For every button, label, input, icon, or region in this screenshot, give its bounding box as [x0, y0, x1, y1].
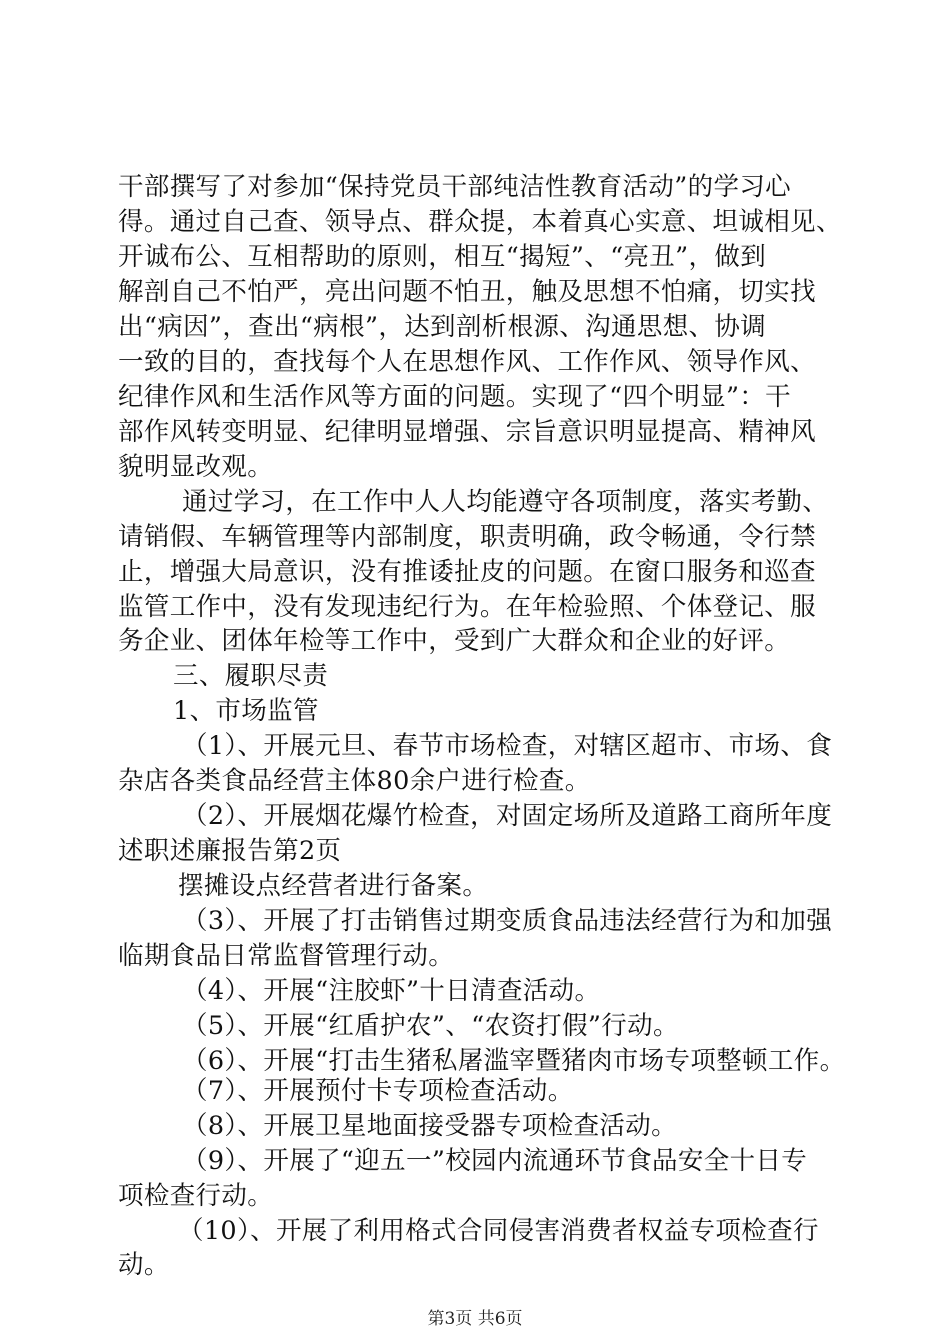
list-item: （8）、开展卫星地面接受器专项检查活动。: [182, 1111, 677, 1141]
list-item: （9）、开展了“迎五一”校园内流通环节食品安全十日专: [182, 1146, 808, 1176]
paragraph-line: 监管工作中，没有发现违纪行为。在年检验照、个体登记、服: [118, 592, 816, 622]
paragraph-line: 干部撰写了对参加“保持党员干部纯洁性教育活动”的学习心: [118, 172, 792, 202]
list-item: （5）、开展“红盾护农”、“农资打假”行动。: [182, 1011, 679, 1041]
subsection-heading: 1、市场监管: [173, 696, 319, 726]
paragraph-line: 得。通过自己查、领导点、群众提，本着真心实意、坦诚相见、: [118, 207, 842, 237]
list-item: （7）、开展预付卡专项检查活动。: [182, 1076, 574, 1106]
list-item-continuation: 摆摊设点经营者进行备案。: [178, 871, 489, 901]
paragraph-line: 一致的目的，查找每个人在思想作风、工作作风、领导作风、: [118, 347, 816, 377]
paragraph-line: 开诚布公、互相帮助的原则，相互“揭短”、“亮丑”，做到: [118, 242, 767, 272]
paragraph-line: 止，增强大局意识，没有推诿扯皮的问题。在窗口服务和巡查: [118, 557, 816, 587]
paragraph-line: 务企业、团体年检等工作中，受到广大群众和企业的好评。: [118, 626, 791, 656]
list-item: （1）、开展元旦、春节市场检查，对辖区超市、市场、食: [182, 731, 833, 761]
paragraph-line: 出“病因”，查出“病根”，达到剖析根源、沟通思想、协调: [118, 312, 767, 342]
list-item: （4）、开展“注胶虾”十日清查活动。: [182, 976, 601, 1006]
section-heading: 三、履职尽责: [173, 661, 329, 691]
inline-running-header: 述职述廉报告第2页: [118, 836, 342, 866]
list-item: （3）、开展了打击销售过期变质食品违法经营行为和加强: [182, 906, 833, 936]
paragraph-line: 通过学习，在工作中人人均能遵守各项制度，落实考勤、: [182, 487, 829, 517]
list-item: （2）、开展烟花爆竹检查，对固定场所及道路工商所年度: [182, 801, 833, 831]
paragraph-line: 貌明显改观。: [118, 452, 274, 482]
list-item-continuation: 临期食品日常监督管理行动。: [118, 941, 455, 971]
paragraph-line: 部作风转变明显、纪律明显增强、宗旨意识明显提高、精神风: [118, 417, 816, 447]
list-item: （6）、开展“打击生猪私屠滥宰暨猪肉市场专项整顿工作。: [182, 1046, 846, 1076]
paragraph-line: 纪律作风和生活作风等方面的问题。实现了“四个明显”：干: [118, 382, 792, 412]
paragraph-line: 解剖自己不怕严，亮出问题不怕丑，触及思想不怕痛，切实找: [118, 277, 816, 307]
list-item-continuation: 动。: [118, 1250, 170, 1280]
list-item: （10）、开展了利用格式合同侵害消费者权益专项检查行: [178, 1216, 819, 1246]
list-item-continuation: 杂店各类食品经营主体80余户进行检查。: [118, 766, 591, 796]
page-footer: 第3页 共6页: [427, 1309, 523, 1329]
list-item-continuation: 项检查行动。: [118, 1181, 274, 1211]
paragraph-line: 请销假、车辆管理等内部制度，职责明确，政令畅通，令行禁: [118, 522, 816, 552]
